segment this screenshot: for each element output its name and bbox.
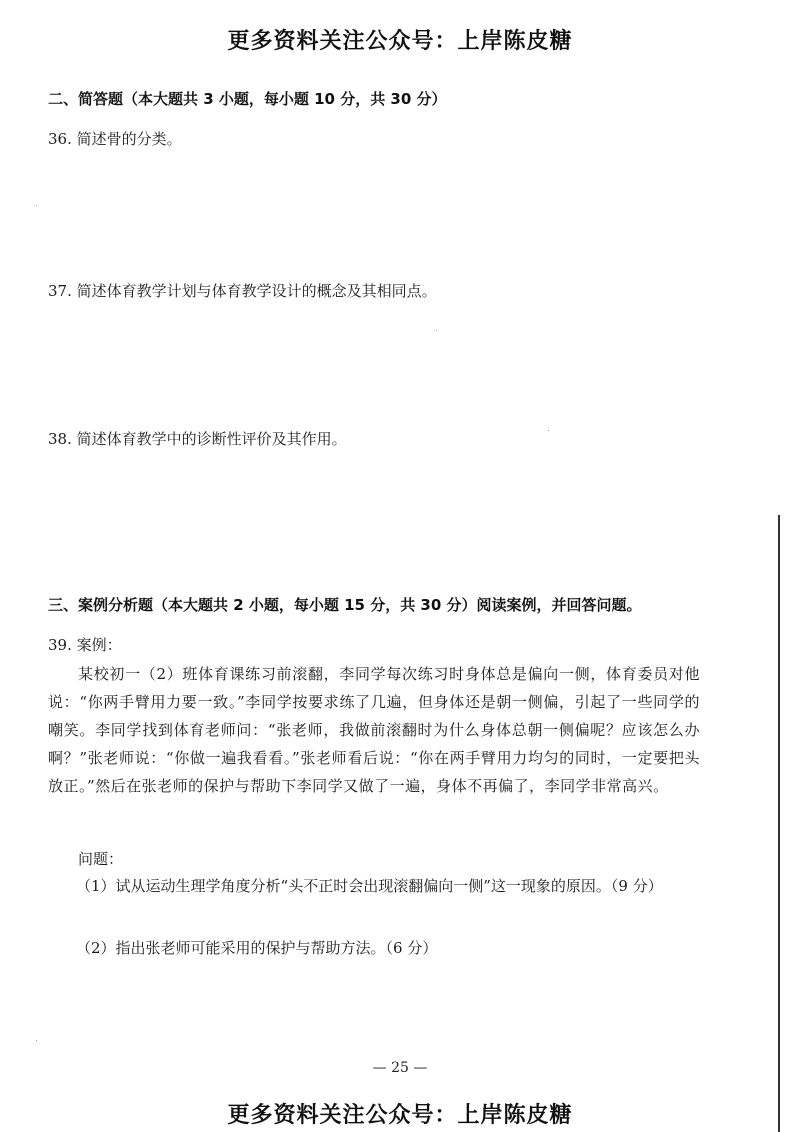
- section-3-title: 三、案例分析题（本大题共 2 小题，每小题 15 分，共 30 分）阅读案例，并回答问题。: [48, 596, 642, 614]
- scan-speck: [36, 1040, 37, 1041]
- sub-question-1: （1）试从运动生理学角度分析“头不正时会出现滚翻偏向一侧”这一现象的原因。（9 分）: [76, 877, 663, 895]
- sub-question-2: （2）指出张老师可能采用的保护与帮助方法。（6 分）: [76, 939, 438, 957]
- scan-edge-line: [778, 515, 780, 1132]
- case-text: 某校初一（2）班体育课练习前滚翻，李同学每次练习时身体总是偏向一侧，体育委员对他说：“你两手臂用力要一致。”李同学按要求练了几遍，但身体还是朝一侧偏，引起了一些同学的嘲笑。李同学找到体育老师问：“张老师，我做前滚翻时为什么身体总朝一侧偏呢？应该怎么办啊？”张老师说：“你做一遍我看看。”张老师看后说：“你在两手臂用力均匀的同时，一定要把头放正。”然后在张老师的保护与帮助下李同学又做了一遍，身体不再偏了，李同学非常高兴。: [48, 665, 700, 795]
- questions-label: 问题：: [78, 850, 124, 868]
- scan-speck: [548, 430, 549, 431]
- page-number: — 25 —: [372, 1060, 428, 1076]
- scan-speck: [436, 330, 437, 331]
- question-39-label: 39. 案例：: [48, 636, 122, 654]
- section-2-title: 二、简答题（本大题共 3 小题，每小题 10 分，共 30 分）: [48, 90, 447, 108]
- question-38: 38. 简述体育教学中的诊断性评价及其作用。: [48, 430, 347, 448]
- scan-speck: [36, 205, 37, 206]
- header-banner: 更多资料关注公众号：上岸陈皮糖: [227, 29, 573, 54]
- question-36: 36. 简述骨的分类。: [48, 130, 182, 148]
- question-37: 37. 简述体育教学计划与体育教学设计的概念及其相同点。: [48, 282, 437, 300]
- footer-banner: 更多资料关注公众号：上岸陈皮糖: [227, 1103, 573, 1128]
